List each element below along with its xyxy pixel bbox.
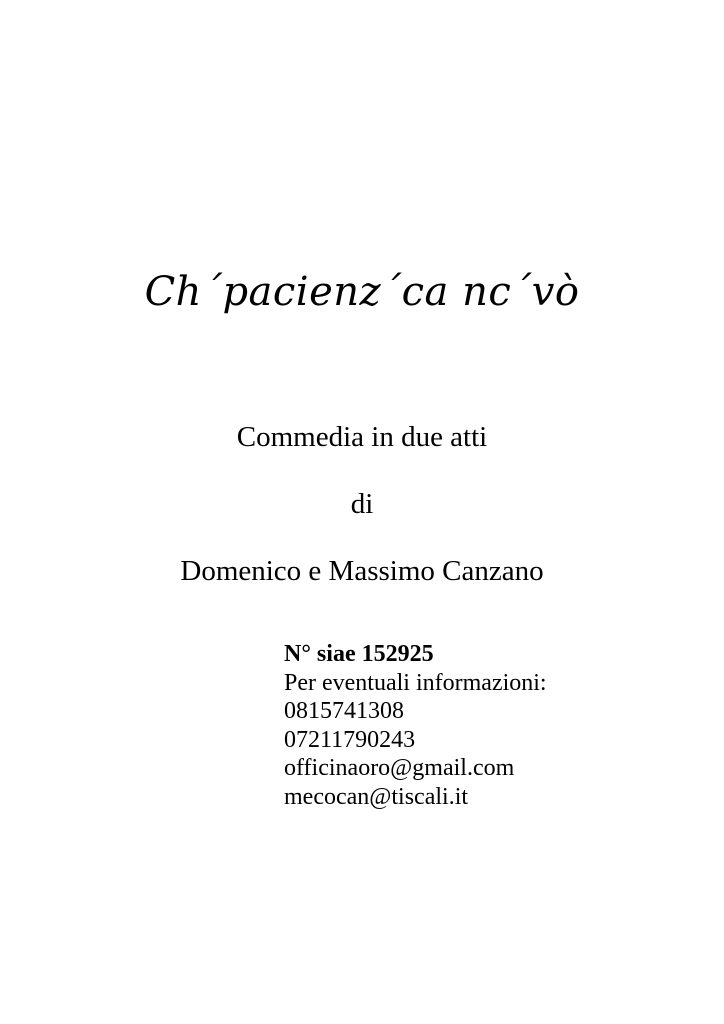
contact-info-block bbox=[284, 640, 547, 811]
email-address-1: officinaoro@gmail.com bbox=[284, 755, 515, 781]
authors-names: Domenico e Massimo Canzano bbox=[180, 555, 544, 587]
contact-intro: Per eventuali informazioni: bbox=[284, 669, 547, 696]
author-preposition: di bbox=[350, 488, 374, 520]
email-address-2: mecocan@tiscali.it bbox=[284, 783, 469, 810]
play-title: Ch´pacienz´ca nc´vò bbox=[144, 269, 580, 315]
phone-number-2: 07211790243 bbox=[284, 726, 416, 753]
siae-number: N° siae 152925 bbox=[284, 641, 434, 667]
phone-number-1: 0815741308 bbox=[284, 698, 404, 724]
play-subtitle: Commedia in due atti bbox=[236, 421, 488, 453]
